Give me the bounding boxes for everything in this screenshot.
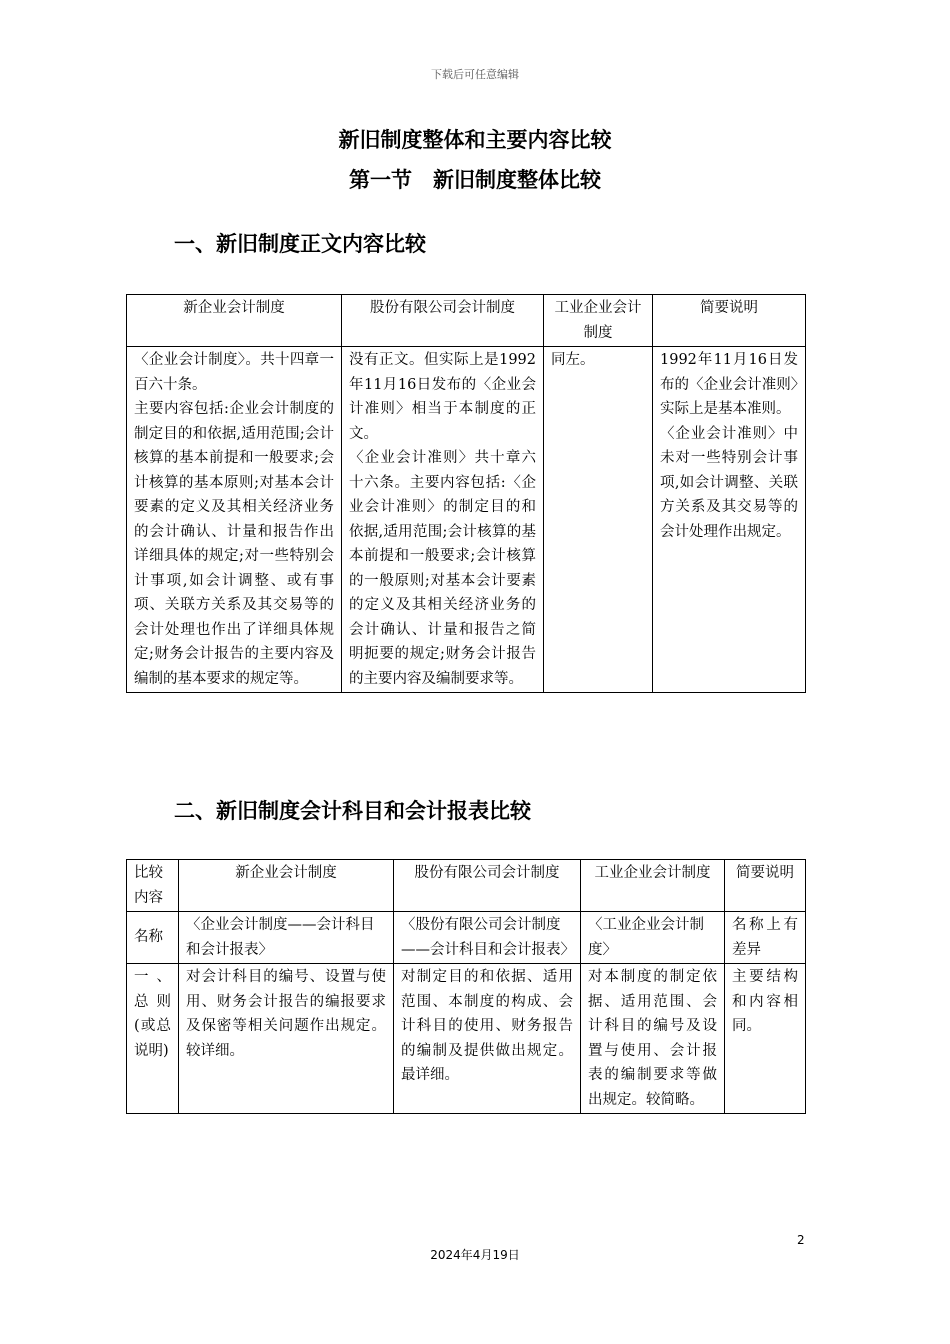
document-title: 新旧制度整体和主要内容比较 <box>338 128 612 152</box>
section2-heading: 二、新旧制度会计科目和会计报表比较 <box>174 799 531 823</box>
column-header: 简要说明 <box>653 295 806 347</box>
table-cell: 名称 <box>127 912 179 964</box>
table-cell: 同左。 <box>544 347 653 693</box>
accounts-comparison-table <box>126 859 806 1114</box>
table-header-row <box>127 860 806 912</box>
table-cell <box>653 347 806 693</box>
column-header: 新企业会计制度 <box>127 295 342 347</box>
section-title: 第一节 新旧制度整体比较 <box>349 168 601 192</box>
table-row <box>127 347 806 693</box>
table-row <box>127 964 806 1114</box>
section1-heading: 一、新旧制度正文内容比较 <box>174 232 426 256</box>
page-number: 2 <box>797 1233 805 1247</box>
column-header: 新企业会计制度 <box>179 860 394 912</box>
table-cell: 对会计科目的编号、设置与使用、财务会计报告的编报要求及保密等相关问题作出规定。较详细。 <box>179 964 394 1114</box>
text-comparison-table <box>126 294 806 693</box>
cell-paragraph: 〈企业会计准则〉中未对一些特别会计事项,如会计调整、关联方关系及其交易等的会计处理作出规定。 <box>660 425 798 540</box>
table-cell: 一、总则(或总说明) <box>127 964 179 1114</box>
table-cell: 对本制度的制定依据、适用范围、会计科目的编号及设置与使用、会计报表的编制要求等做出规定。较简略。 <box>581 964 725 1114</box>
table-cell: 〈工业企业会计制度〉 <box>581 912 725 964</box>
table-cell: 主要结构和内容相同。 <box>725 964 806 1114</box>
table-cell: 〈股份有限公司会计制度——会计科目和会计报表〉 <box>394 912 581 964</box>
footer-date: 2024年4月19日 <box>430 1248 520 1262</box>
column-header: 股份有限公司会计制度 <box>342 295 544 347</box>
table-cell <box>127 347 342 693</box>
column-header: 股份有限公司会计制度 <box>394 860 581 912</box>
cell-paragraph: 〈企业会计制度〉。共十四章一百六十条。 <box>134 352 334 393</box>
table-row <box>127 912 806 964</box>
column-header: 工业企业会计制度 <box>544 295 653 347</box>
column-header: 工业企业会计制度 <box>581 860 725 912</box>
table-cell: 对制定目的和依据、适用范围、本制度的构成、会计科目的使用、财务报告的编制及提供做出规定。最详细。 <box>394 964 581 1114</box>
column-header: 比较内容 <box>127 860 179 912</box>
column-header: 简要说明 <box>725 860 806 912</box>
cell-paragraph: 没有正文。但实际上是1992年11月16日发布的〈企业会计准则〉相当于本制度的正文。 <box>349 352 536 442</box>
table-header-row <box>127 295 806 347</box>
table-cell <box>342 347 544 693</box>
table-cell: 〈企业会计制度——会计科目和会计报表〉 <box>179 912 394 964</box>
page-header-note: 下载后可任意编辑 <box>431 68 519 81</box>
cell-paragraph: 〈企业会计准则〉共十章六十六条。主要内容包括:〈企业会计准则〉的制定目的和依据,适用范围;会计核算的基本前提和一般要求;会计核算的一般原则;对基本会计要素的定义及其相关经济业务的会计确认、计量和报告之简明扼要的规定;财务会计报告的主要内容及编制要求等。 <box>349 450 536 687</box>
table-cell: 名称上有差异 <box>725 912 806 964</box>
cell-paragraph: 1992年11月16日发布的〈企业会计准则〉实际上是基本准则。 <box>660 352 798 417</box>
cell-paragraph: 主要内容包括:企业会计制度的制定目的和依据,适用范围;会计核算的基本前提和一般要求;会计核算的基本原则;对基本会计要素的定义及其相关经济业务的会计确认、计量和报告作出详细具体的规定;对一些特别会计事项,如会计调整、或有事项、关联方关系及其交易等的会计处理也作出了详细具体规定;财务会计报告的主要内容及编制的基本要求的规定等。 <box>134 401 334 687</box>
